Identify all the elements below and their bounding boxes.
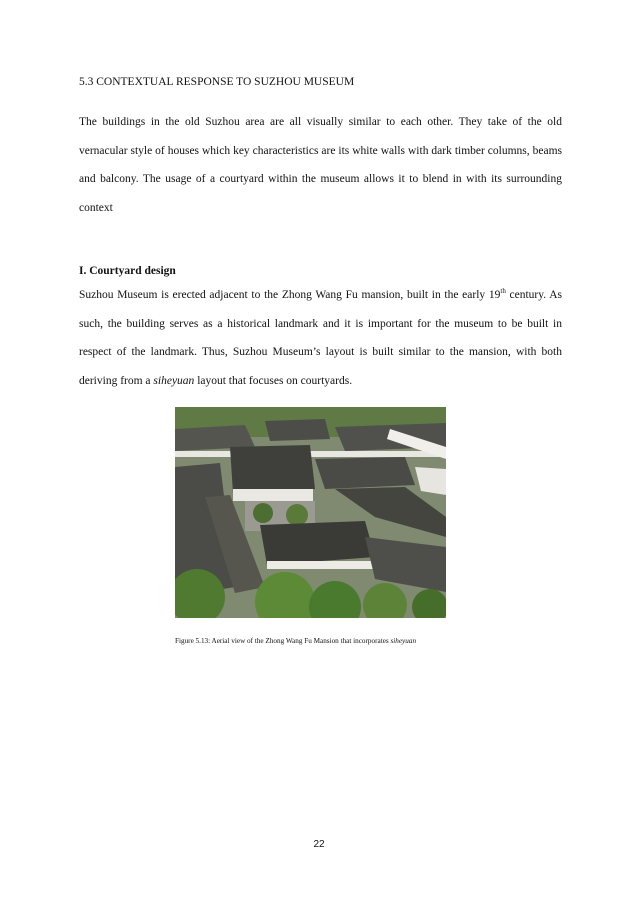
page-number: 22 bbox=[313, 839, 325, 850]
wall bbox=[233, 489, 313, 501]
tree bbox=[286, 504, 308, 526]
aerial-photo bbox=[175, 407, 446, 618]
tree bbox=[253, 503, 273, 523]
roof bbox=[265, 419, 330, 441]
courtyard-text-start: Suzhou Museum is erected adjacent to the Zhong Wang Fu mansion, built in the early 19 bbox=[79, 289, 501, 301]
roof bbox=[315, 457, 415, 489]
figure-caption bbox=[175, 637, 416, 645]
wall bbox=[267, 561, 375, 569]
siheyuan-term: siheyuan bbox=[153, 374, 195, 387]
courtyard-heading: I. Courtyard design bbox=[79, 265, 176, 277]
section-heading: 5.3 CONTEXTUAL RESPONSE TO SUZHOU MUSEUM bbox=[79, 76, 355, 88]
courtyard-text-middle: century. As such, the building serves as a historical landmark and it is important for the museum to be built in respect of the landmark. Thus, Suzhou Museum’s layout is built similar to the mansion, with both deriving from a bbox=[79, 289, 562, 387]
courtyard-paragraph bbox=[79, 281, 562, 395]
superscript-th: th bbox=[500, 287, 506, 296]
caption-siheyuan: siheyuan bbox=[390, 637, 417, 645]
intro-paragraph: The buildings in the old Suzhou area are all visually similar to each other. They take of the old vernacular style of houses which key characteristics are its white walls with dark timber columns, beams and balcony. The usage of a courtyard within the museum allows it to blend in with its surrounding context bbox=[79, 116, 562, 214]
aerial-mansion-illustration bbox=[175, 407, 446, 618]
caption-text: Figure 5.13: Aerial view of the Zhong Wang Fu Mansion that incorporates bbox=[175, 637, 391, 645]
courtyard-text-end: layout that focuses on courtyards. bbox=[194, 374, 353, 387]
main-hall-roof bbox=[230, 445, 315, 493]
